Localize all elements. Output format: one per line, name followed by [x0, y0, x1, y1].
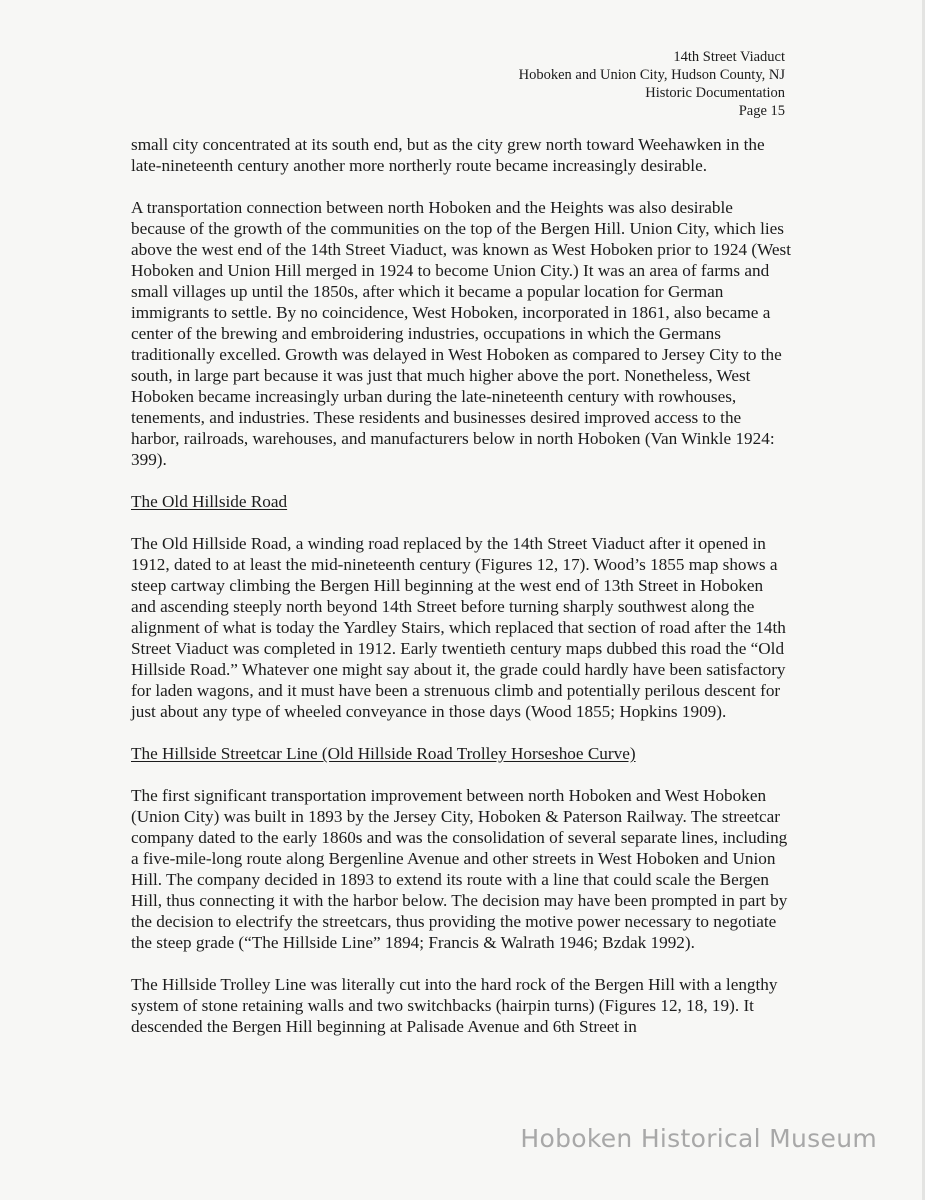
header-title: 14th Street Viaduct: [673, 49, 785, 65]
paragraph-west-hoboken: A transportation connection between north Hoboken and the Heights was also desirable because of the growth of the communities on the top of the Bergen Hill. Union City, which lies above the west end of the 14th Street Viaduct, was known as West Hoboken prior to 1924 (West Hoboken and Union Hill merged in 1924 to become Union City.) It was an area of farms and small villages up until the 1850s, after which it became a popular location for German immigrants to settle. By no coincidence, West Hoboken, incorporated in 1861, also became a center of the brewing and embroidering industries, occupations in which the Germans traditionally excelled. Growth was delayed in West Hoboken as compared to Jersey City to the south, in large part because it was just that much higher above the port. Nonetheless, West Hoboken became increasingly urban during the late-nineteenth century with rowhouses, tenements, and industries. These residents and businesses desired improved access to the harbor, railroads, warehouses, and manufacturers below in north Hoboken (Van Winkle 1924: 399).: [131, 198, 792, 469]
running-header: [519, 48, 785, 120]
paragraph-continued: small city concentrated at its south end, but as the city grew north toward Weehawken in the late-nineteenth century another more northerly route became increasingly desirable.: [131, 135, 765, 175]
body-text: [131, 134, 791, 1058]
header-doc-type: Historic Documentation: [645, 85, 785, 101]
heading-old-hillside-road: The Old Hillside Road: [131, 492, 288, 511]
heading-hillside-streetcar-line: The Hillside Streetcar Line (Old Hillside Road Trolley Horseshoe Curve): [131, 744, 636, 763]
museum-watermark: Hoboken Historical Museum: [520, 1124, 877, 1153]
page-number: Page 15: [738, 103, 785, 119]
paragraph-streetcar-company: The first significant transportation improvement between north Hoboken and West Hoboken (Union City) was built in 1893 by the Jersey City, Hoboken & Paterson Railway. The streetcar company dated to the early 1860s and was the consolidation of several separate lines, including a five-mile-long route along Bergenline Avenue and other streets in West Hoboken and Union Hill. The company decided in 1893 to extend its route with a line that could scale the Bergen Hill, thus connecting it with the harbor below. The decision may have been prompted in part by the decision to electrify the streetcars, thus providing the motive power necessary to negotiate the steep grade (“The Hillside Line” 1894; Francis & Walrath 1946; Bzdak 1992).: [131, 786, 788, 952]
header-location: Hoboken and Union City, Hudson County, NJ: [518, 67, 785, 83]
paragraph-trolley-line: The Hillside Trolley Line was literally cut into the hard rock of the Bergen Hill with a lengthy system of stone retaining walls and two switchbacks (hairpin turns) (Figures 12, 18, 19). It descended the Bergen Hill beginning at Palisade Avenue and 6th Street in: [131, 975, 778, 1036]
paragraph-old-hillside-road: The Old Hillside Road, a winding road replaced by the 14th Street Viaduct after it opened in 1912, dated to at least the mid-nineteenth century (Figures 12, 17). Wood’s 1855 map shows a steep cartway climbing the Bergen Hill beginning at the west end of 13th Street in Hoboken and ascending steeply north beyond 14th Street before turning sharply southwest along the alignment of what is today the Yardley Stairs, which replaced that section of road after the 14th Street Viaduct was completed in 1912. Early twentieth century maps dubbed this road the “Old Hillside Road.” Whatever one might say about it, the grade could hardly have been satisfactory for laden wagons, and it must have been a strenuous climb and potentially perilous descent for just about any type of wheeled conveyance in those days (Wood 1855; Hopkins 1909).: [131, 534, 786, 721]
